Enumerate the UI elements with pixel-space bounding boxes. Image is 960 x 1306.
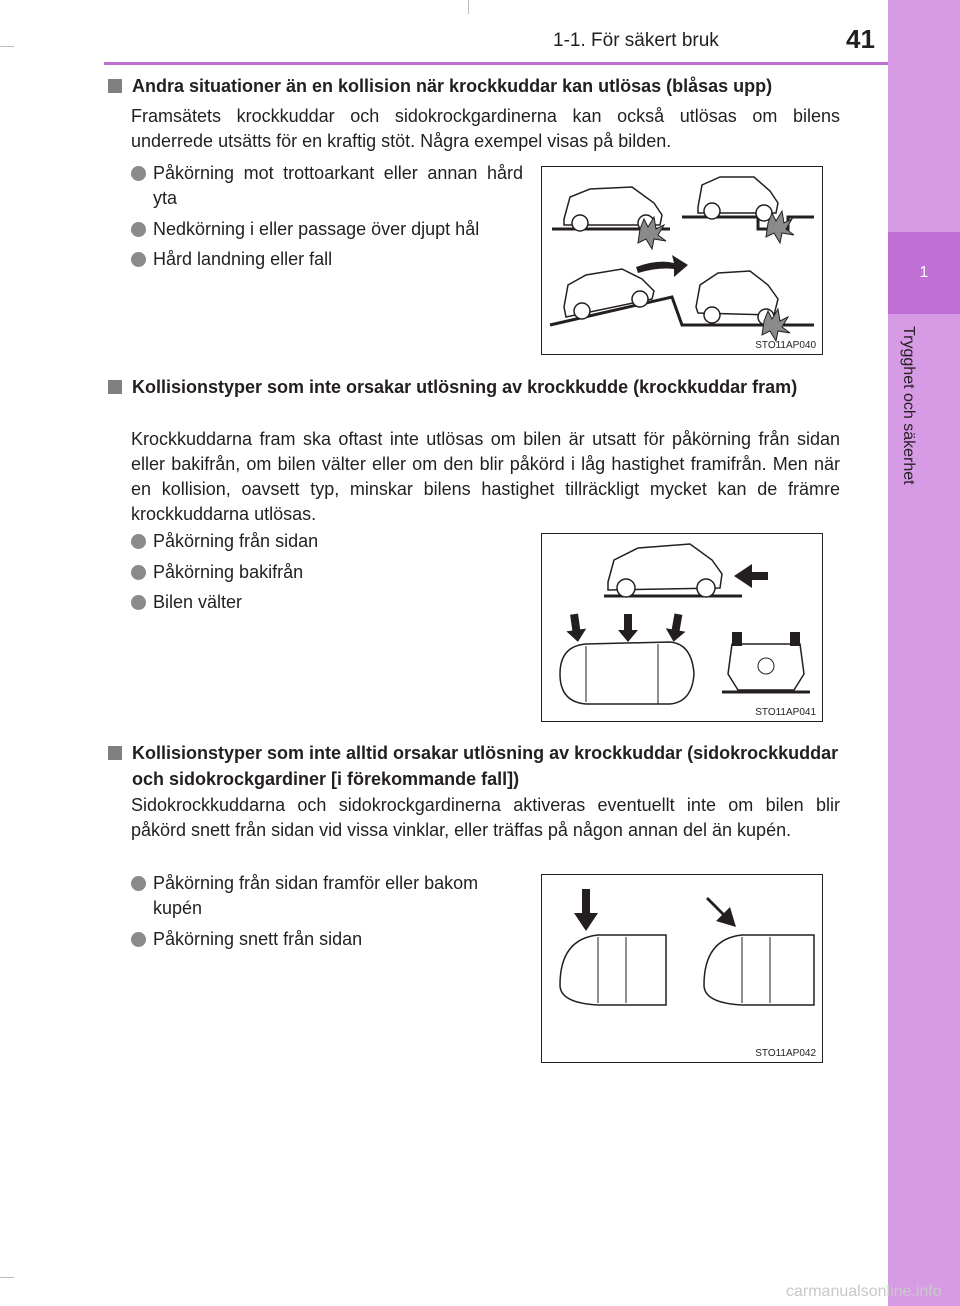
illustration-side-impact-angles: [541, 874, 823, 1063]
bullet-dot-icon: [131, 876, 146, 891]
square-bullet-icon: [108, 746, 122, 760]
section-body: Sidokrockkuddarna och sidokrockgardinerna aktiveras eventuellt inte om bilen blir påkörd snett från sidan vid vissa vinklar, eller träffas på någon annan del än kupén.: [131, 795, 840, 840]
bullet-dot-icon: [131, 534, 146, 549]
square-bullet-icon: [108, 79, 122, 93]
page-number: 41: [846, 24, 875, 54]
bullet-dot-icon: [131, 595, 146, 610]
bullet-dot-icon: [131, 565, 146, 580]
bullet-dot-icon: [131, 222, 146, 237]
side-impact-drawing: [542, 875, 822, 1062]
chapter-number-tab[interactable]: 1: [888, 232, 960, 314]
section-body: Framsätets krockkuddar och sidokrockgardinerna kan också utlösas om bilens underrede utsätts för en kraftig stöt. Några exempel visas på bilden.: [131, 106, 840, 151]
section-body: Krockkuddarna fram ska oftast inte utlösas om bilen är utsatt för påkörning från sidan eller bakifrån, om bilen välter eller om den blir påkörd i låg hastighet framifrån. Men när en kollision, oavsett typ, minskar bilens hastighet tillräckligt mycket kan de främre krockkuddarna utlösas.: [131, 429, 840, 524]
chapter-sidebar: [888, 0, 960, 232]
crop-mark: [468, 0, 469, 14]
figure-code: STO11AP041: [755, 707, 816, 718]
figure-code: STO11AP040: [755, 340, 816, 351]
figure-code: STO11AP042: [755, 1048, 816, 1059]
collision-types-drawing: [542, 534, 822, 721]
section-heading: Kollisionstyper som inte alltid orsakar utlösning av krockkuddar (sidokrockkuddar och sidokrockgardiner [i förekommande fall]): [108, 740, 848, 766]
bullet-dot-icon: [131, 166, 146, 181]
square-bullet-icon: [108, 380, 122, 394]
chapter-title: Trygghet och säkerhet: [900, 326, 917, 485]
section-title: 1-1. För säkert bruk: [553, 30, 719, 51]
illustration-underbody-impact: [541, 166, 823, 355]
section-heading: Andra situationer än en kollision när krockkuddar kan utlösas (blåsas upp): [108, 73, 848, 99]
watermark[interactable]: carmanualsonline.info: [786, 1283, 942, 1300]
header-divider: [104, 62, 888, 65]
crop-mark: [0, 1277, 14, 1278]
bullet-dot-icon: [131, 932, 146, 947]
crop-mark: [0, 46, 14, 47]
illustration-side-rear-rollover: [541, 533, 823, 722]
section-heading: Kollisionstyper som inte orsakar utlösning av krockkudde (krockkuddar fram): [108, 374, 848, 400]
car-impact-drawing: [542, 167, 822, 354]
bullet-dot-icon: [131, 252, 146, 267]
